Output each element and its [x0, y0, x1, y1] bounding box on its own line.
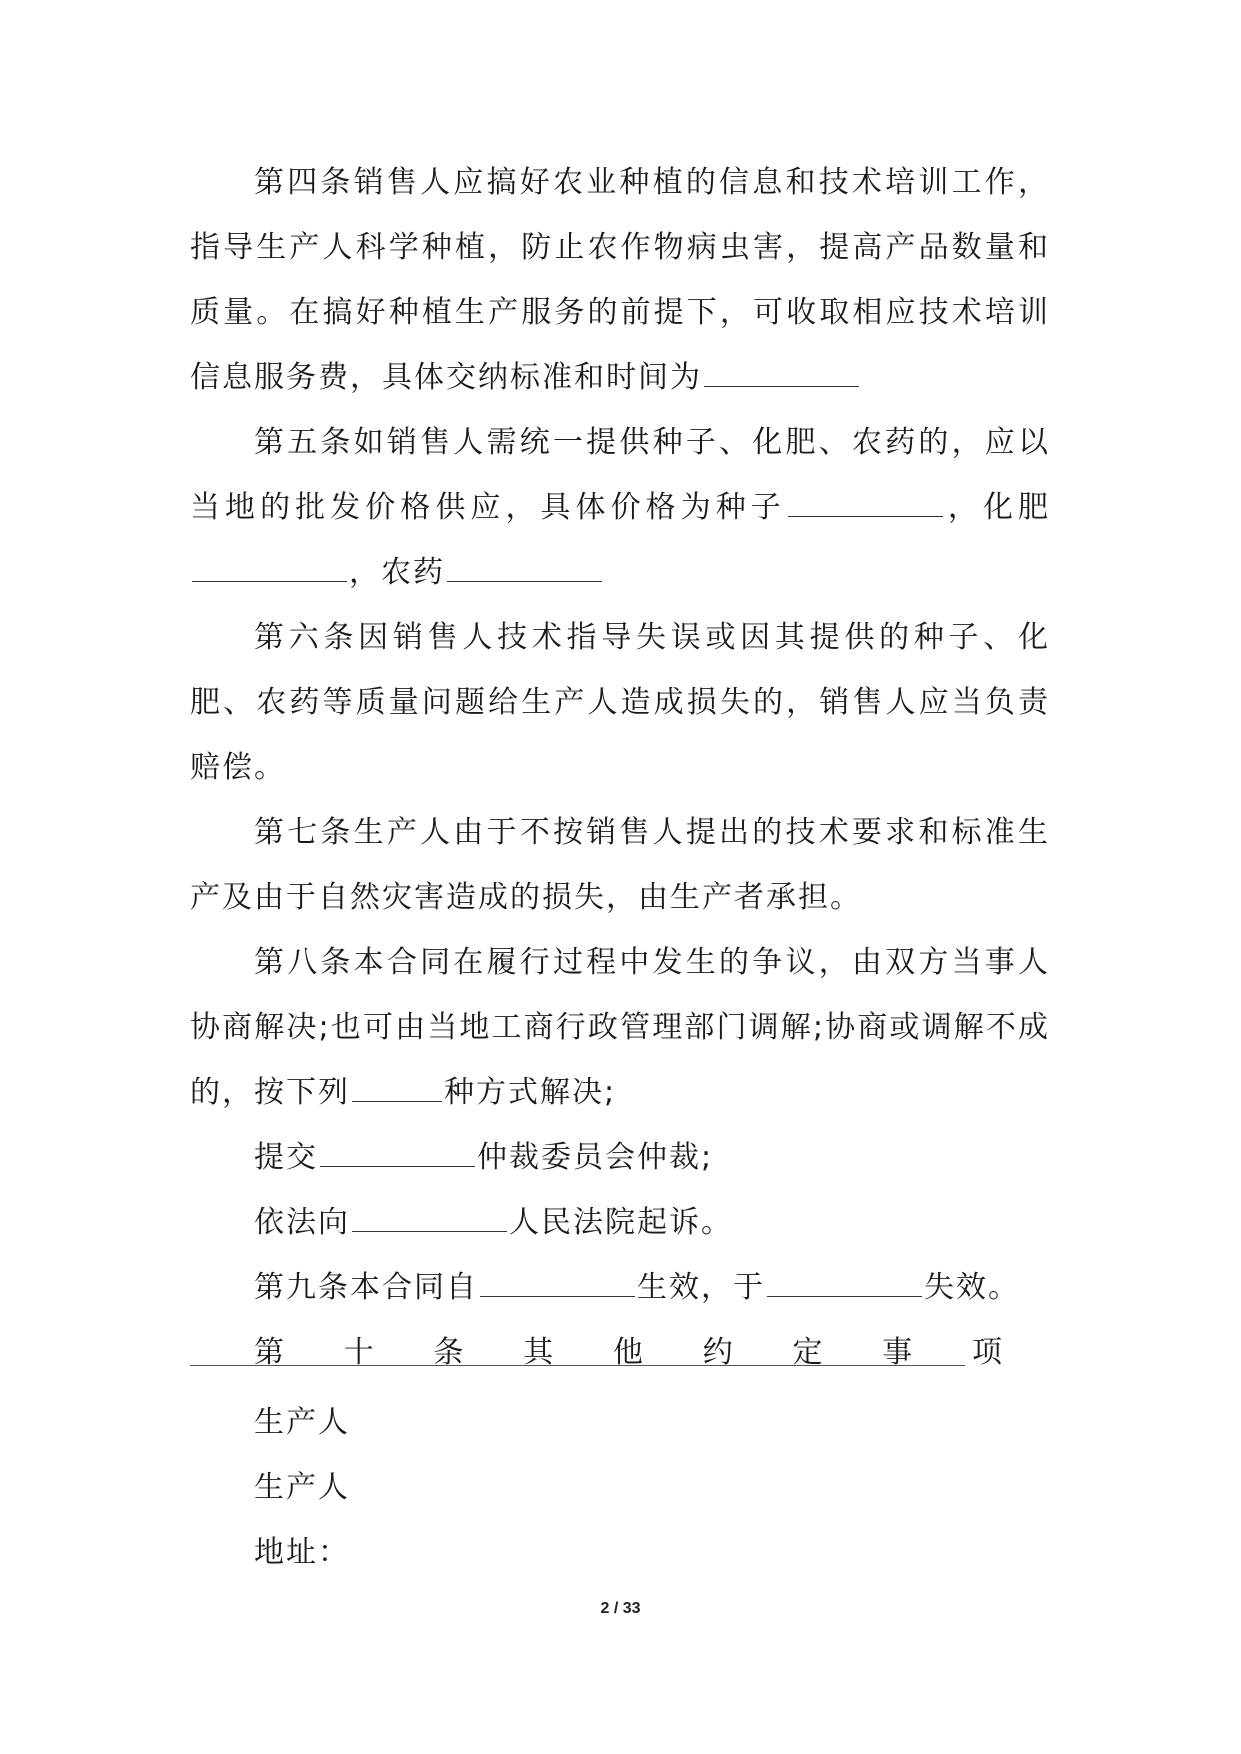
article-4-text: 第四条销售人应搞好农业种植的信息和技术培训工作，指导生产人科学种植，防止农作物病虫害，提高产品数量和质量。在搞好种植生产服务的前提下，可收取相应技术培训信息服务费，具体交纳标准和时间为 [190, 165, 1050, 395]
option-arbitration [190, 1125, 1050, 1190]
article-5-pesticide: ，农药 [349, 555, 445, 590]
page-number: 2 / 33 [600, 1600, 641, 1617]
option-court [190, 1190, 1050, 1255]
article-8-tail: 种方式解决; [444, 1075, 617, 1110]
blank-field-end-date [767, 1268, 922, 1297]
blank-field-court [352, 1203, 507, 1232]
article-9-mid: 生效，于 [637, 1270, 765, 1305]
article-10: 第十条其他约定事项 [254, 1335, 1050, 1370]
article-9-text: 第九条本合同自 [254, 1270, 478, 1305]
option-court-label: 依法向 [254, 1205, 350, 1240]
article-5 [190, 410, 1050, 605]
article-8 [190, 930, 1050, 1125]
article-5-text: 第五条如销售人需统一提供种子、化肥、农药的，应以当地的批发价格供应，具体价格为种子 [190, 425, 1050, 525]
signature-address: 地址： [254, 1535, 350, 1570]
blank-field-method [352, 1073, 442, 1102]
article-7: 第七条生产人由于不按销售人提出的技术要求和标准生产及由于自然灾害造成的损失，由生产者承担。 [190, 815, 1050, 915]
blank-field-fertilizer-price [192, 553, 347, 582]
option-arbitration-tail: 仲裁委员会仲裁; [477, 1140, 714, 1175]
signature-block [254, 1390, 350, 1585]
blank-field [704, 358, 859, 387]
signature-producer-1: 生产人 [254, 1405, 350, 1440]
option-arbitration-label: 提交 [254, 1140, 318, 1175]
blank-field-start-date [480, 1268, 635, 1297]
article-4 [190, 150, 1050, 410]
article-6: 第六条因销售人技术指导失误或因其提供的种子、化肥、农药等质量问题给生产人造成损失的，销售人应当负责赔偿。 [190, 620, 1050, 785]
article-9-tail: 失效。 [924, 1270, 1020, 1305]
blank-line-other-terms [190, 1365, 965, 1366]
contract-body [190, 150, 1050, 1385]
article-9 [190, 1255, 1050, 1320]
blank-field-seed-price [788, 488, 943, 517]
blank-field-pesticide-price [447, 553, 602, 582]
signature-producer-2: 生产人 [254, 1470, 350, 1505]
article-5-fertilizer: ，化肥 [944, 490, 1051, 525]
option-court-tail: 人民法院起诉。 [509, 1205, 733, 1240]
article-8-text: 第八条本合同在履行过程中发生的争议，由双方当事人协商解决;也可由当地工商行政管理部门调解;协商或调解不成的，按下列 [190, 945, 1050, 1110]
blank-field-arbitration [320, 1138, 475, 1167]
